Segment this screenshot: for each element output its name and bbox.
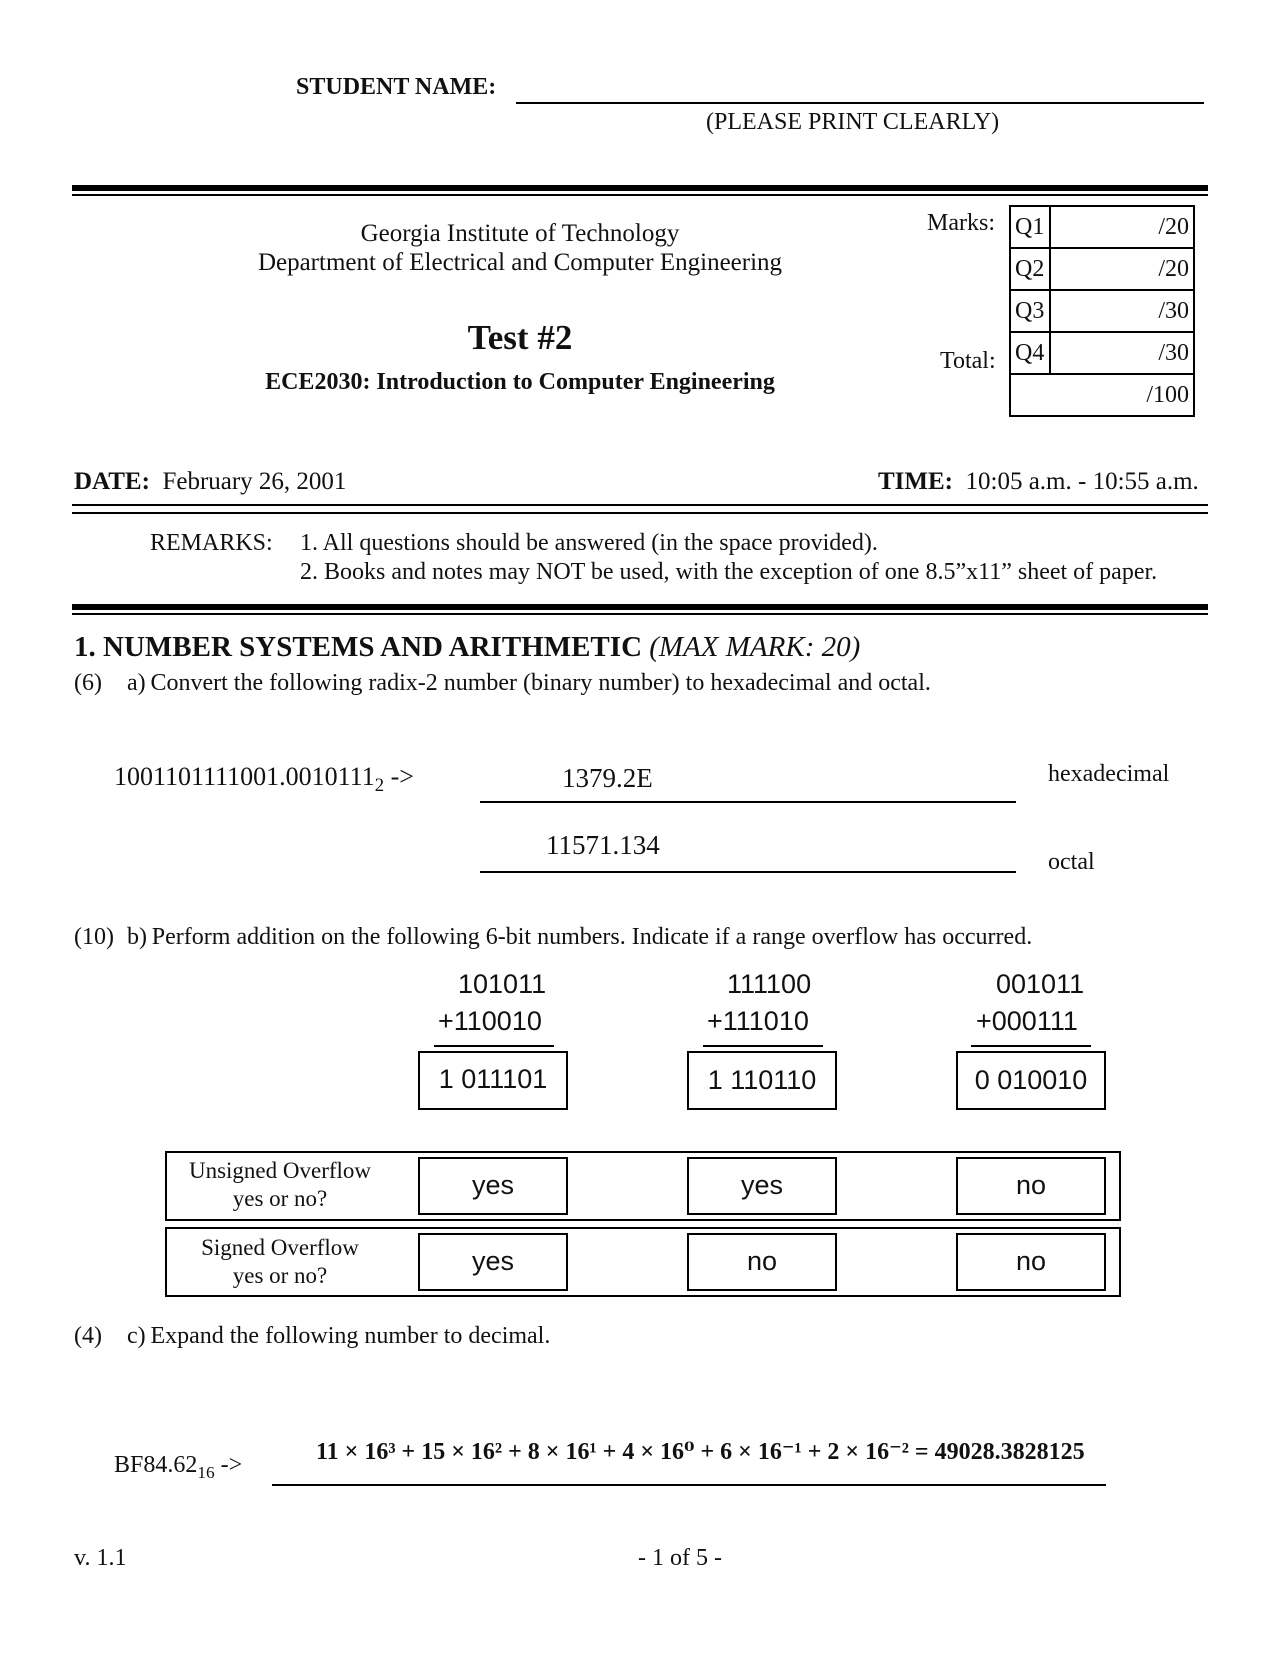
section-1-heading [74, 631, 860, 664]
signed-answer-2[interactable]: no [687, 1233, 837, 1291]
expansion-answer-line [272, 1484, 1106, 1486]
student-name-line[interactable] [516, 102, 1204, 104]
arrow-text: -> [220, 1452, 243, 1478]
unsigned-label-line1: Unsigned Overflow [188, 1158, 372, 1183]
addend-3a: 001011 [996, 969, 1085, 999]
binary-number [114, 762, 414, 797]
question-b-points: (10) [74, 924, 114, 950]
question-label: Q4 [1010, 332, 1050, 374]
remarks-item-1: 1. All questions should be answered (in the space provided). [300, 530, 878, 556]
date-divider [72, 504, 1208, 506]
sum-result-1[interactable]: 1 011101 [418, 1051, 568, 1110]
time-value: 10:05 a.m. - 10:55 a.m. [965, 468, 1199, 495]
octal-label: octal [1048, 849, 1095, 875]
marks-row-q4 [1010, 332, 1194, 374]
arrow-text: -> [390, 762, 414, 791]
unsigned-answer-1[interactable]: yes [418, 1157, 568, 1215]
top-divider-thin [72, 194, 1208, 196]
marks-row-total [1010, 374, 1194, 416]
top-divider [72, 185, 1208, 191]
unsigned-answer-2[interactable]: yes [687, 1157, 837, 1215]
hex-label: hexadecimal [1048, 761, 1170, 787]
institution-name: Georgia Institute of Technology [360, 220, 680, 247]
signed-answer-3[interactable]: no [956, 1233, 1106, 1291]
print-clearly-note: (PLEASE PRINT CLEARLY) [706, 109, 1000, 135]
total-label: Total: [940, 348, 996, 374]
question-a-text: a) Convert the following radix-2 number (binary number) to hexadecimal and octal. [127, 670, 931, 696]
student-name-label: STUDENT NAME: [296, 74, 497, 100]
sum-line-1 [434, 1045, 554, 1047]
remarks-divider-thin [72, 613, 1208, 615]
date-divider-2 [72, 512, 1208, 514]
addend-1a: 101011 [458, 969, 547, 999]
marks-row-q3 [1010, 290, 1194, 332]
time-line [878, 468, 1199, 496]
question-b-text: b) Perform addition on the following 6-bit numbers. Indicate if a range overflow has occurred. [127, 924, 1033, 950]
marks-row-q2 [1010, 248, 1194, 290]
remarks-divider [72, 604, 1208, 610]
sum-result-2[interactable]: 1 110110 [687, 1051, 837, 1110]
score-cell[interactable]: /30 [1050, 290, 1194, 332]
hex-number-radix: 16 [197, 1462, 215, 1482]
addend-2a: 111100 [727, 969, 812, 999]
remarks-item-2: 2. Books and notes may NOT be used, with the exception of one 8.5”x11” sheet of paper. [300, 559, 1158, 585]
sum-line-2 [703, 1045, 823, 1047]
addend-1b: +110010 [438, 1006, 542, 1036]
hex-answer[interactable]: 1379.2E [562, 763, 653, 793]
hex-number [114, 1452, 242, 1483]
addend-2b: +111010 [707, 1006, 809, 1036]
question-label: Q1 [1010, 206, 1050, 248]
hex-number-value: BF84.62 [114, 1452, 198, 1478]
question-label: Q2 [1010, 248, 1050, 290]
question-c-points: (4) [74, 1323, 102, 1349]
signed-label-line2: yes or no? [232, 1263, 328, 1288]
version-label: v. 1.1 [74, 1545, 127, 1571]
octal-answer-line [480, 871, 1016, 873]
signed-label-line1: Signed Overflow [201, 1235, 359, 1260]
hex-answer-line [480, 801, 1016, 803]
octal-answer[interactable]: 11571.134 [546, 830, 660, 860]
signed-answer-1[interactable]: yes [418, 1233, 568, 1291]
score-cell[interactable]: /20 [1050, 206, 1194, 248]
expansion-answer[interactable]: 11 × 16³ + 15 × 16² + 8 × 16¹ + 4 × 16⁰ + 6 × 16⁻¹ + 2 × 16⁻² = 49028.3828125 [316, 1439, 1085, 1465]
score-cell[interactable]: /30 [1050, 332, 1194, 374]
marks-row-q1 [1010, 206, 1194, 248]
date-label: DATE: [74, 468, 150, 495]
binary-value: 1001101111001.0010111 [114, 762, 375, 791]
section-title: 1. NUMBER SYSTEMS AND ARITHMETIC [74, 631, 643, 663]
department-name: Department of Electrical and Computer Engineering [257, 249, 783, 276]
marks-table [1009, 205, 1195, 417]
date-line [74, 468, 346, 496]
remarks-label: REMARKS: [150, 530, 273, 556]
unsigned-answer-3[interactable]: no [956, 1157, 1106, 1215]
unsigned-label-line2: yes or no? [232, 1186, 328, 1211]
section-max-mark: (MAX MARK: 20) [649, 631, 861, 663]
sum-result-3[interactable]: 0 010010 [956, 1051, 1106, 1110]
total-score-cell[interactable]: /100 [1010, 374, 1194, 416]
unsigned-overflow-label [170, 1157, 390, 1213]
date-value: February 26, 2001 [162, 468, 347, 495]
course-title: ECE2030: Introduction to Computer Engineering [265, 369, 775, 395]
sum-line-3 [971, 1045, 1091, 1047]
page-number: - 1 of 5 - [638, 1545, 722, 1571]
time-label: TIME: [878, 468, 953, 495]
addend-3b: +000111 [976, 1006, 1078, 1036]
marks-label: Marks: [927, 210, 995, 236]
question-c-text: c) Expand the following number to decimal. [127, 1323, 551, 1349]
signed-overflow-label [170, 1234, 390, 1290]
question-a-points: (6) [74, 670, 102, 696]
binary-radix: 2 [374, 775, 385, 797]
test-title: Test #2 [467, 318, 573, 357]
score-cell[interactable]: /20 [1050, 248, 1194, 290]
question-label: Q3 [1010, 290, 1050, 332]
